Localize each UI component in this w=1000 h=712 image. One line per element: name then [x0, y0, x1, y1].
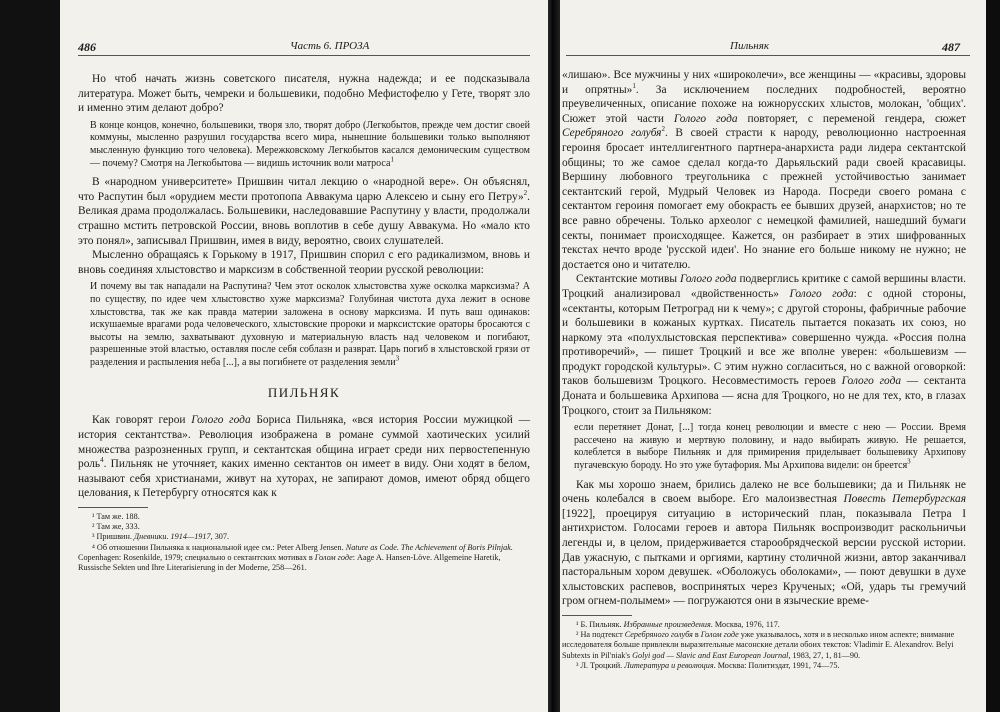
right-footnotes: [562, 620, 966, 671]
left-page: [60, 0, 548, 712]
left-quote-2: И почему вы так нападали на Распутина? Чем этот осколок хлыстовства хуже осколка марксизма? А по существу, по идее чем хлыстовство хуже марксизма? Голубиная чистота духа лежит в основе хлыстовства, так же как правда материи заложена в основу марксизма. И путь ваш одинаков: искушаемые врагами рода человеческого, хлыстовские пророки и марксистские ораторы бросаются с высоты на землю, захватывают духовную и материальную власть над человеком и погибают, разрешенные этой властью, оставляя после себя соблазн и разврат. Царь погиб в хлыстовской грязи от разделения и распыления неба [...], а вы погибнете от разделения земли$^3$: [90, 281, 530, 368]
right-paragraph-2: Сектантские мотивы Голого года подверглись критике с самой вершины власти. Троцкий анализировал «двойственность» Голого года: с одной стороны, «сектанты, которым Петроград ни к чему»; с другой стороны, фабричные рабочие и большевики в кожаных куртках. Писатель пытается показать их союз, но наркому эта «полухлыстовская перспектива» совершенно чужда. «Россия полна противоречий», — пишет Троцкий и все же вполне уверен: «большевизм — продукт городской культуры». С этим нужно согласиться, но с важной оговоркой: таков большевизм Троцкого. Несовместимость героев Голого года — сектанта Доната и большевика Архипова — ясна для Троцкого, но не для тех, кто, в глазах Троцкого, стоит за Пильняком:: [562, 273, 966, 417]
left-page-number: 486: [78, 40, 96, 54]
right-footnote-2: ² На подтекст Серебряного голубя в Голом годе уже указывалось, хотя и в несколько ином аспекте; внимание исследователя больше привлекли выразительные масонские детали обоих текстов: Vladimir E. Alexandrov. Belyi Subtexts in Pil'niak's Golyi god — Slavic and East European Journal, 1983, 27, 1, 81—90.: [562, 630, 955, 660]
right-footnote-rule: [562, 615, 632, 616]
left-text-column: [78, 72, 530, 573]
left-footnote-2: ² Там же, 333.: [92, 522, 140, 532]
left-running-head: Часть 6. ПРОЗА: [290, 40, 370, 52]
left-footnote-1: ¹ Там же. 188.: [92, 512, 140, 522]
left-footnote-rule: [78, 507, 148, 508]
section-title: ПИЛЬНЯК: [267, 385, 341, 401]
left-footnote-3: ³ Пришвин. Дневники. 1914—1917, 307.: [92, 532, 230, 542]
left-paragraph-2: В «народном университете» Пришвин читал лекцию о «народной вере». Он объяснял, что Распутин был «орудием мести протопопа Аввакума царю Алексею и сыну его Петру»$^2$. Великая драма продолжалась. Большевики, наследовавшие Распутину у власти, продолжали страшно мстить петровской России, вновь воплотив в себе душу Аввакума. Но «мало кто это понял», записывал Пришвин, имея в виду, вероятно, своих слушателей.: [78, 176, 530, 247]
left-quote-1: В конце концов, конечно, большевики, творя зло, творят добро (Легкобытов, прежде чем достиг своей коммуны, мысленно разрушил государства всего мира, нынешние большевики только выполняют мысленную функцию того человека). Мережковскому Легкобытов касался демоническим существом — почему? Смотря на Легкобытова — видишь источник воли матроса$^1$: [90, 119, 530, 169]
left-footnote-4: ⁴ Об отношении Пильняка к национальной идее см.: Peter Alberg Jensen. Nature as Code. The Achievement of Boris Pilnjak. Copenhagen: Rosenkilde, 1979; специально о сектантских мотивах в Голом годе: Aage A. Hansen-Löve. Allgemeine Haretik, Russische Sekten und Ihre Literarisierung in der Moderne, 258—261.: [78, 542, 513, 573]
right-page: [560, 0, 1000, 712]
left-footnotes: [78, 512, 530, 573]
scan-shadow-right: [986, 0, 1000, 712]
left-paragraph-4: Как говорят герои Голого года Бориса Пильняка, «вся история России мужицкой — история сектантства». Революция изображена в романе суммой хаотических усилий множества разрозненных групп, и сектантская община играет среди них первостепенную роль$^4$. Пильняк не уточняет, каких именно сектантов он имеет в виду. Они ходят в белом, называют себя христианами, живут на хуторах, не запирают домов, имеют обряд общего целования, к Петербургу относятся как к: [78, 414, 530, 500]
right-running-head: Пильняк: [730, 40, 769, 52]
right-footnote-3: ³ Л. Троцкий. Литература и революция. Москва: Политиздат, 1991, 74—75.: [576, 660, 840, 670]
scan-shadow-left: [0, 0, 60, 712]
left-paragraph-1: Но чтоб начать жизнь советского писателя, нужна надежда; и ее подсказывала литература. Может быть, чемреки и большевики, подобно Мефистофелю у Гете, творят зло и именно этим делают добро?: [78, 73, 530, 115]
left-paragraph-3: Мысленно обращаясь к Горькому в 1917, Пришвин спорил с его радикализмом, вновь и вновь соединяя хлыстовство и марксизм в собственной теории русской революции:: [78, 249, 530, 276]
right-footnote-1: ¹ Б. Пильняк. Избранные произведения. Москва, 1976, 117.: [576, 619, 780, 629]
right-paragraph-1: «лишаю». Все мужчины у них «широколечи», все женщины — «красивы, здоровы и опрятны»$^1$. За исключением последних подробностей, вероятно преувеличенных, описание похоже на южнорусских хлыстов, молокан, 'общих'. Сюжет этой части Голого года повторяет, с переменой гендера, сюжет Серебряного голубя$^2$. В своей страсти к народу, революционно настроенная героиня бросает интеллигентного партнера-анархиста ради лидера сектантской общины; то же самое сделал когда-то Дарьяльский ради своей красавицы. Вершину любовного треугольника с прежней устойчивостью занимает сектантский герой, Мудрый Человек из Народа. Посреди своего романа с сектантом героиня помогает ему обокрасть ее бывших друзей, анархистов; но те все равно обречены. Только археолог с немецкой фамилией, нашедший бумаги секты, понимает происходящее. Кажется, он разбирает в этих шифрованных текстах нечто вроде 'русской идеи'. Но знание его больше никому не нужно; не достается оно и читателю.: [562, 69, 966, 271]
right-quote-1: если перетянет Донат, [...] тогда конец революции и вместе с нею — России. Время рассечено на живую и мертвую половину, и надо выбирать живую. Не решается, колеблется в выборе Пильняк и для примирения приделывает большевику Архипову пугачевскую бороду. Но это уже бутафория. Мы Архипова видели: он бреется$^3$: [574, 422, 966, 472]
book-gutter: [548, 0, 560, 712]
right-text-column: [562, 68, 966, 671]
right-header-rule: [566, 55, 970, 56]
right-paragraph-3: Как мы хорошо знаем, брились далеко не все большевики; да и Пильняк не очень колебался в своем выборе. Его малоизвестная Повесть Петербургская [1922], проецируя ситуацию в исторический план, показывала Петра I антихристом. Голосами героев и автора Пильняк воспроизводит раскольничьи легенды и, в целом, придерживается старообрядческой версии русской истории. Дав ужасную, с пытками и оргиями, картину столичной жизни, автор заканчивал пасторальным хором девушек. «Оболожусь оболоками», — поют девушки в духе хлыстовских распевов, воспринятых через Крученых; «Ой, ударь ты гремучий гром огнем-полымем» — погружаются они в языческие време-: [562, 478, 966, 608]
left-header-rule: [78, 55, 530, 56]
right-page-number: 487: [942, 40, 960, 54]
